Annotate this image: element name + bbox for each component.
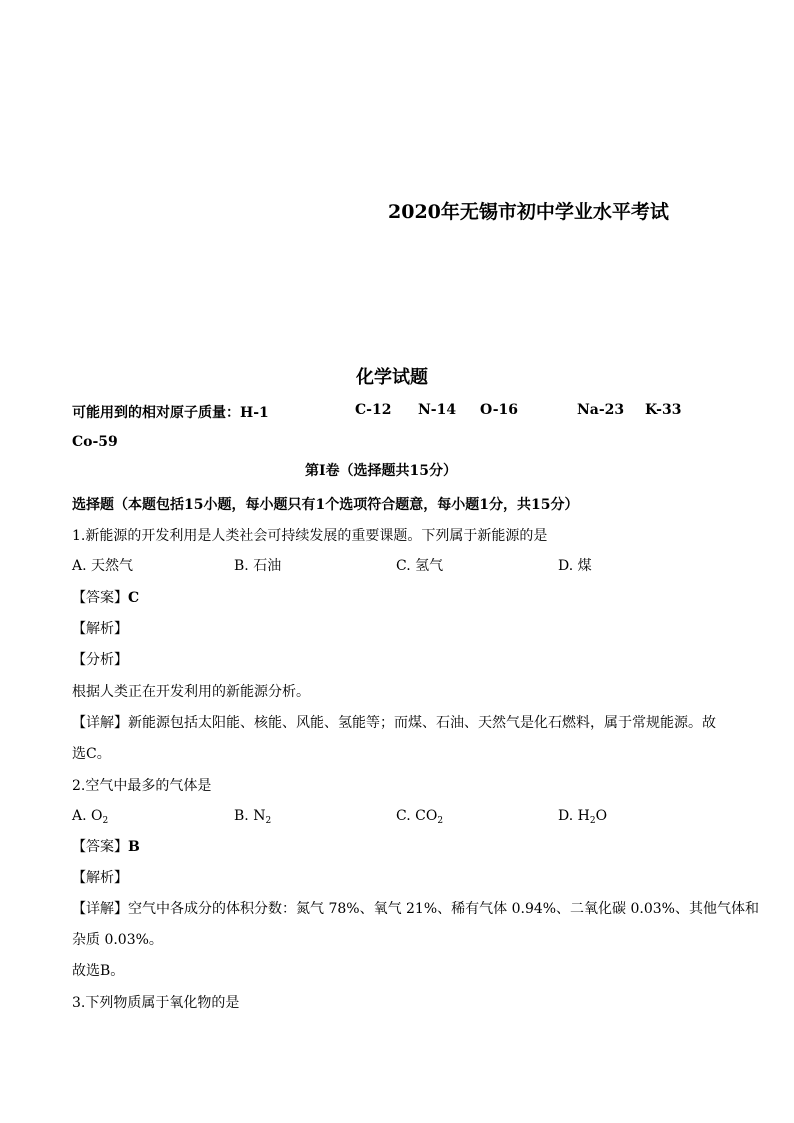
question-2-option-d (558, 808, 607, 829)
question-2-analysis-label: 【解析】 (72, 870, 128, 886)
option-subscript: 2 (265, 816, 272, 826)
detail-text: 新能源包括太阳能、核能、风能、氢能等；而煤、石油、天然气是化石燃料，属于常规能源。故 (128, 715, 716, 731)
atomic-mass-label: 可能用到的相对原子质量：H-1 (72, 405, 269, 421)
question-1-option-b: B. 石油 (234, 558, 282, 574)
answer-value: B (128, 839, 140, 855)
option-tail: O (595, 808, 608, 824)
exam-title: 2020年无锡市初中学业水平考试 (388, 201, 669, 223)
option-subscript: 2 (102, 816, 109, 826)
question-2-option-a (72, 808, 108, 829)
atomic-mass-item: O-16 (480, 402, 519, 418)
answer-value: C (128, 590, 140, 606)
question-2-option-b (234, 808, 271, 829)
option-text: B. N (234, 808, 266, 824)
question-1-detail (72, 715, 716, 731)
section-instructions: 选择题（本题包括15小题，每小题只有1个选项符合题意，每小题1分，共15分） (72, 497, 579, 513)
atomic-mass-item: Na-23 (577, 402, 625, 418)
question-2-answer (72, 839, 140, 855)
question-2-conclusion: 故选B。 (72, 963, 125, 979)
question-2-stem: 2.空气中最多的气体是 (72, 778, 212, 794)
answer-label: 【答案】 (72, 590, 128, 606)
option-text: A. O (72, 808, 103, 824)
question-1-option-c: C. 氢气 (396, 558, 444, 574)
question-1-analysis-label: 【解析】 (72, 621, 128, 637)
question-1-option-a: A. 天然气 (72, 558, 134, 574)
question-1-fenxi: 根据人类正在开发利用的新能源分析。 (72, 684, 310, 700)
option-text: D. H (558, 808, 590, 824)
question-1-detail-cont: 选C。 (72, 746, 111, 762)
atomic-mass-item: Co-59 (72, 434, 118, 450)
atomic-mass-item: K-33 (645, 402, 682, 418)
detail-text: 空气中各成分的体积分数：氮气 78%、氧气 21%、稀有气体 0.94%、二氧化碳 0.03%、其他气体和 (128, 901, 759, 917)
option-text: C. CO (396, 808, 438, 824)
option-subscript: 2 (437, 816, 444, 826)
detail-label: 【详解】 (72, 715, 128, 731)
question-2-detail (72, 901, 759, 917)
question-2-detail-cont: 杂质 0.03%。 (72, 932, 163, 948)
section-title: 第I卷（选择题共15分） (305, 463, 458, 479)
detail-label: 【详解】 (72, 901, 128, 917)
question-1-fenxi-label: 【分析】 (72, 652, 128, 668)
question-1-stem: 1.新能源的开发利用是人类社会可持续发展的重要课题。下列属于新能源的是 (72, 528, 548, 544)
atomic-mass-item: C-12 (355, 402, 392, 418)
question-1-option-d: D. 煤 (558, 558, 592, 574)
atomic-mass-item: N-14 (418, 402, 457, 418)
answer-label: 【答案】 (72, 839, 128, 855)
question-3-stem: 3.下列物质属于氧化物的是 (72, 995, 240, 1011)
question-2-option-c (396, 808, 443, 829)
subject-title: 化学试题 (356, 367, 428, 388)
question-1-answer (72, 590, 139, 606)
option-subscript: 2 (589, 816, 596, 826)
